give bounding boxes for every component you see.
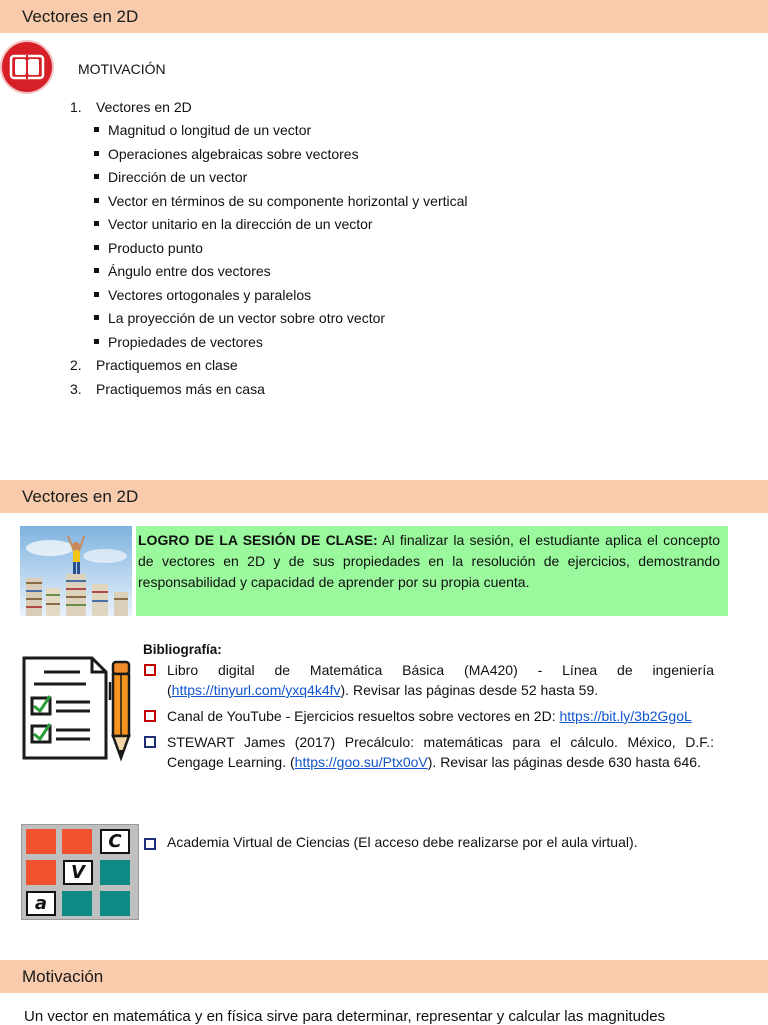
checkbox-bullet-icon <box>144 710 156 722</box>
subtopic-item <box>94 260 468 284</box>
topics-list <box>70 96 468 401</box>
section-header-vectores-1: Vectores en 2D <box>0 0 768 33</box>
bib-item <box>143 706 714 726</box>
subtopic-item <box>94 284 468 308</box>
subtopic-label: Propiedades de vectores <box>108 333 263 350</box>
logo-tile <box>26 829 56 854</box>
academia-item <box>143 834 638 850</box>
bib-text: ). Revisar las páginas desde 630 hasta 646. <box>427 754 701 770</box>
bib-link[interactable]: https://tinyurl.com/yxq4k4fv <box>171 682 341 698</box>
checkbox-bullet-icon <box>144 736 156 748</box>
logo-tile <box>100 860 130 885</box>
bullet-icon <box>94 221 99 226</box>
topic-label: Vectores en 2D <box>96 99 192 115</box>
logo-tile <box>100 891 130 916</box>
subtopic-label: Vector en términos de su componente horizontal y vertical <box>108 192 468 209</box>
motivacion-paragraph: Un vector en matemática y en física sirve para determinar, representar y calcular las magnitudes <box>24 1008 666 1025</box>
topic-number: 1. <box>70 99 82 115</box>
academia-logo <box>21 824 139 920</box>
bib-text: Libro digital de Matemática Básica (MA420) - Línea de ingeniería ( <box>167 662 714 698</box>
subtopic-label: Vector unitario en la dirección de un vector <box>108 216 373 233</box>
topic-label: Practiquemos en clase <box>96 357 238 374</box>
subtopic-item <box>94 190 468 214</box>
subtopic-item <box>94 213 468 237</box>
subtopic-item <box>94 143 468 167</box>
book-icon <box>2 42 52 92</box>
bullet-icon <box>94 198 99 203</box>
topic-item <box>70 354 468 377</box>
checkbox-bullet-icon <box>144 838 156 850</box>
student-on-books-image <box>20 526 132 616</box>
subtopic-item <box>94 307 468 331</box>
topic-number: 3. <box>70 380 82 397</box>
bullet-icon <box>94 339 99 344</box>
bibliografia-title: Bibliografía: <box>143 642 222 657</box>
bullet-icon <box>94 151 99 156</box>
subtopic-label: La proyección de un vector sobre otro vector <box>108 310 386 327</box>
bullet-icon <box>94 268 99 273</box>
subtopic-label: Producto punto <box>108 239 203 256</box>
logo-letter-v: V <box>63 860 93 885</box>
bullet-icon <box>94 315 99 320</box>
topic-label: Practiquemos más en casa <box>96 380 265 397</box>
subtopics-list <box>70 119 468 354</box>
logo-letter-c: C <box>100 829 130 854</box>
pencil-icon <box>108 658 134 762</box>
bibliography-list <box>143 660 714 778</box>
section-header-vectores-2: Vectores en 2D <box>0 480 768 513</box>
bib-item <box>143 660 714 700</box>
logro-title: LOGRO DE LA SESIÓN DE CLASE: <box>138 532 378 548</box>
bullet-icon <box>94 292 99 297</box>
logo-tile <box>62 829 92 854</box>
logro-box <box>136 526 728 616</box>
logo-tile <box>62 891 92 916</box>
logo-tile <box>26 860 56 885</box>
subtopic-item <box>94 119 468 143</box>
subtopic-item <box>94 331 468 355</box>
subtopic-label: Magnitud o longitud de un vector <box>108 122 312 139</box>
section-header-motivacion: Motivación <box>0 960 768 993</box>
topic-number: 2. <box>70 357 82 374</box>
topic-item <box>70 378 468 401</box>
bullet-icon <box>94 174 99 179</box>
topic-item <box>70 96 468 354</box>
bib-text: STEWART James (2017) Precálculo: matemáticas para el cálculo. México, D.F.: Cengage Learning. ( <box>167 734 714 770</box>
subtopic-label: Vectores ortogonales y paralelos <box>108 286 312 303</box>
subtopic-label: Ángulo entre dos vectores <box>108 263 271 280</box>
logo-letter-a: a <box>26 891 56 916</box>
bib-link[interactable]: https://goo.su/Ptx0oV <box>294 754 428 770</box>
bib-link[interactable]: https://bit.ly/3b2GgoL <box>559 708 692 724</box>
bullet-icon <box>94 127 99 132</box>
logro-text: Al finalizar la sesión, el estudiante aplica el concepto de vectores en 2D y de sus propiedades en la resolución de ejercicios, demostrando responsabilidad y capacidad de aprender por su propia cuenta. <box>138 532 720 590</box>
bib-item <box>143 732 714 772</box>
subtopic-label: Dirección de un vector <box>108 169 248 186</box>
bib-text: ). Revisar las páginas desde 52 hasta 59. <box>340 682 599 698</box>
subtopic-item <box>94 166 468 190</box>
checkbox-bullet-icon <box>144 664 156 676</box>
motivacion-label: MOTIVACIÓN <box>78 61 166 77</box>
bullet-icon <box>94 245 99 250</box>
academia-text: Academia Virtual de Ciencias (El acceso debe realizarse por el aula virtual). <box>167 834 638 850</box>
subtopic-label: Operaciones algebraicas sobre vectores <box>108 145 359 162</box>
bib-text: Canal de YouTube - Ejercicios resueltos sobre vectores en 2D: <box>167 708 560 724</box>
subtopic-item <box>94 237 468 261</box>
